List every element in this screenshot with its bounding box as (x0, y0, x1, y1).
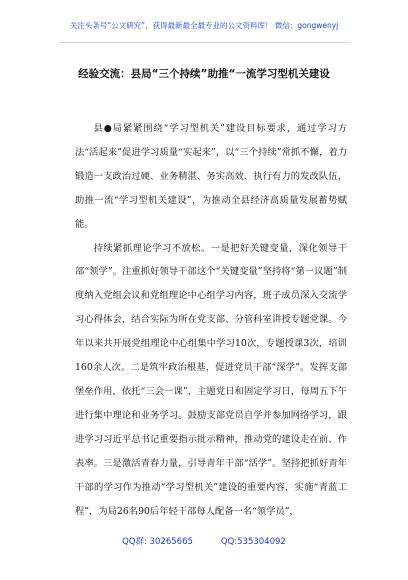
paragraph-theory-study: 持续紧抓理论学习不放松。一是把好关键变量，深化领导干部“领学”。注重抓好领导干部这个“关键变量”坚持将“第一议题”制度纳入党组会议和党组理论中心组学习内容，班子成员深入交流学习心得体会，结合实际为所在党支部、分管科室讲授专题党课。今年以来共开展党组理论中心组集中学习10次，专题授课3次，培训160余人次。二是筑牢政治根基，促进党员干部“深学”。发挥支部堡垒作用，依托“三会一课”，主题党日和固定学习日，每周五下午进行集中理论和业务学习。鼓励支部党员自学并参加网络学习，跟进学习习近平总书记重要指示批示精神，推动党的建设走在前、作表率。三是激活青春力量，引导青年干部“活学”。坚持把抓好青年干部的学习作为推动“学习型机关”建设的重要内容，实施“青蓝工程”，为局26名90后年轻干部每人配备一名“领学员”， (75, 242, 347, 517)
footer-contact (0, 535, 408, 547)
footer-qq-number: QQ:535304092 (220, 537, 286, 547)
footer-qq-group: QQ群: 30265665 (122, 537, 193, 547)
header-divider (60, 42, 350, 43)
header-notice: 关注头条号“公文研究”，获得最新最全最专业的公文资料库！ 微信：gongwenyj (69, 21, 339, 30)
document-body (75, 117, 347, 523)
document-title: 经验交流：县局“三个持续”助推“一流学习型机关建设 (78, 68, 330, 80)
paragraph-intro: 县●局紧紧围绕“学习型机关”建设目标要求，通过学习方法“活起来”促进学习质量“实起来”，以“三个持续”常抓不懈，着力锻造一支政治过硬、业务精湛、务实高效、执行有力的发改队伍，助推一流“学习型机关建设”，为推动全县经济高质量发展蓄势赋能。 (75, 123, 347, 230)
